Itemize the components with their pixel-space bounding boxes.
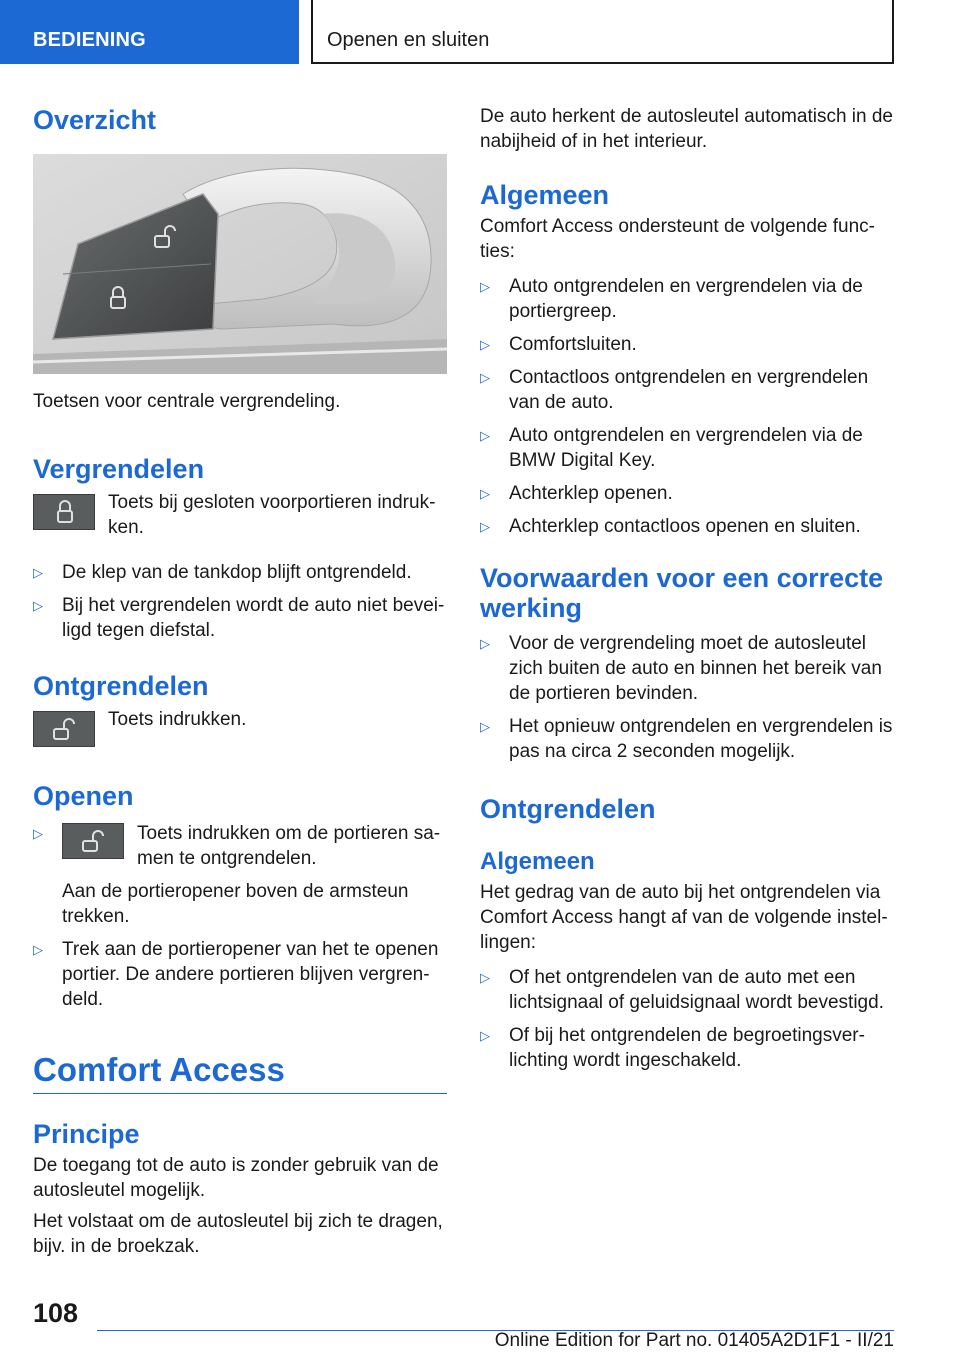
lock-button-icon: [33, 494, 95, 530]
list-item: ▷ Contactloos ontgrendelen en vergrendelen van de auto.: [480, 367, 869, 413]
triangle-right-icon: ▷: [480, 1028, 490, 1043]
intro-text: De auto herkent de autosleutel automatisch in de nabijheid of in het interieur.: [480, 106, 893, 152]
heading-lock: Vergrendelen: [33, 454, 205, 484]
door-handle-illustration: [33, 154, 447, 374]
list-item: ▷ Comfortsluiten.: [480, 334, 637, 355]
list-item: ▷ Auto ontgrendelen en vergrendelen via de BMW Digital Key.: [480, 425, 863, 471]
triangle-right-icon: ▷: [480, 636, 490, 651]
unlock-text: Toets indrukken.: [108, 709, 247, 730]
list-item: ▷ Of bij het ontgrendelen de begroetingsver-lichting wordt ingeschakeld.: [480, 1025, 865, 1071]
unlock-settings-text: Het gedrag van de auto bij het ontgrendelen via Comfort Access hangt af van de volgende instel-lingen:: [480, 882, 888, 953]
list-item: ▷ Of het ontgrendelen van de auto met een lichtsignaal of geluidsignaal wordt bevestigd.: [480, 967, 884, 1013]
triangle-right-icon: ▷: [480, 428, 490, 443]
triangle-right-icon: ▷: [480, 486, 490, 501]
heading-comfort-access: Comfort Access: [33, 1051, 285, 1088]
heading-conditions: Voorwaarden voor een correcte werking: [480, 563, 884, 623]
door-handle-photo: [33, 154, 447, 374]
right-column: [480, 100, 900, 1073]
triangle-right-icon: ▷: [480, 337, 490, 352]
general-bullet-list: [480, 274, 900, 539]
photo-caption: Toetsen voor centrale vergrendeling.: [33, 391, 341, 412]
conditions-bullet-list: [480, 631, 900, 764]
header-chapter: [311, 0, 894, 64]
list-item: ▷ Auto ontgrendelen en vergrendelen via de portiergreep.: [480, 276, 863, 322]
header-section: [0, 0, 299, 64]
heading-overview: Overzicht: [33, 105, 157, 135]
triangle-right-icon: ▷: [480, 970, 490, 985]
heading-unlock: Ontgrendelen: [33, 671, 209, 701]
left-column: [33, 100, 447, 1259]
triangle-right-icon: ▷: [33, 942, 43, 957]
heading-principle: Principe: [33, 1119, 140, 1149]
list-item: ▷ Trek aan de portieropener van het te openen portier. De andere portieren blijven vergren-deld.: [33, 939, 439, 1010]
lock-text: Toets bij gesloten voorportieren indruk-ken.: [108, 492, 436, 538]
heading-general: Algemeen: [480, 180, 610, 210]
list-item: ▷ Achterklep openen.: [480, 483, 673, 504]
triangle-right-icon: ▷: [480, 519, 490, 534]
list-item: ▷ Voor de vergrendeling moet de autosleutel zich buiten de auto en binnen het bereik van de portieren bevinden.: [480, 633, 882, 704]
section-divider: [33, 1093, 447, 1094]
list-item: ▷ De klep van de tankdop blijft ontgrendeld.: [33, 562, 412, 583]
heading-unlock-right: Ontgrendelen: [480, 794, 656, 824]
unlock-button-icon: [62, 823, 124, 859]
subheading-general: Algemeen: [480, 848, 595, 875]
triangle-right-icon: ▷: [33, 826, 43, 841]
list-item: ▷ Achterklep contactloos openen en sluiten.: [480, 516, 861, 537]
general-text: Comfort Access ondersteunt de volgende func-ties:: [480, 216, 876, 262]
triangle-right-icon: ▷: [33, 565, 43, 580]
unlock-bullet-list: [480, 965, 900, 1073]
list-item: ▷ Het opnieuw ontgrendelen en vergrendelen is pas na circa 2 seconden mogelijk.: [480, 716, 893, 762]
unlock-button-icon: [33, 711, 95, 747]
lock-bullet-list: [33, 560, 447, 643]
header-chapter-label: Openen en sluiten: [327, 29, 490, 51]
page-number: 108: [33, 1298, 79, 1328]
footer-edition: Online Edition for Part no. 01405A2D1F1 - II/21: [494, 1330, 894, 1351]
principle-text-2: Het volstaat om de autosleutel bij zich te dragen, bijv. in de broekzak.: [33, 1211, 443, 1257]
triangle-right-icon: ▷: [480, 719, 490, 734]
list-item: ▷ Toets indrukken om de portieren sa-men te ontgrendelen. Aan de portieropener boven de armsteun trekken.: [33, 823, 441, 927]
header-section-label: BEDIENING: [33, 29, 146, 51]
principle-text-1: De toegang tot de auto is zonder gebruik van de autosleutel mogelijk.: [33, 1155, 439, 1201]
unlock-instruction: [33, 707, 447, 751]
triangle-right-icon: ▷: [33, 598, 43, 613]
triangle-right-icon: ▷: [480, 370, 490, 385]
list-item: ▷ Bij het vergrendelen wordt de auto niet bevei-ligd tegen diefstal.: [33, 595, 445, 641]
heading-open: Openen: [33, 781, 134, 811]
triangle-right-icon: ▷: [480, 279, 490, 294]
lock-instruction: [33, 490, 447, 540]
